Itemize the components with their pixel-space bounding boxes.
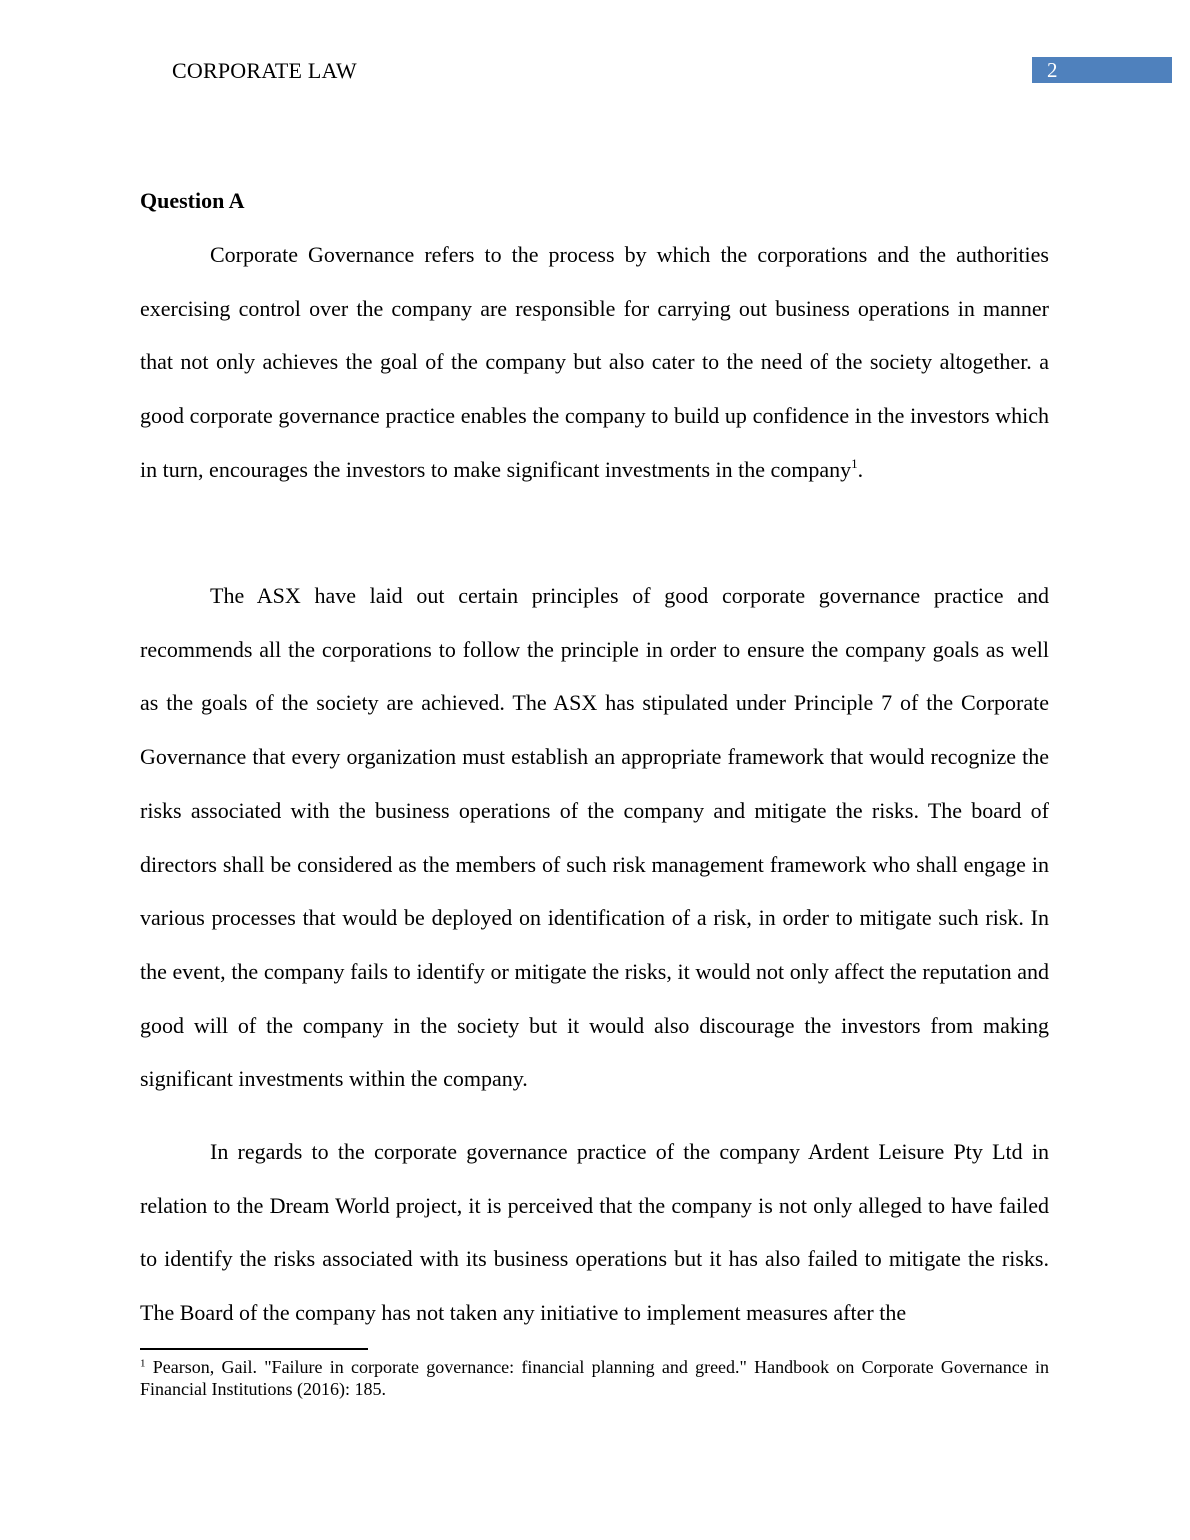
page-number: 2 [1047, 58, 1058, 82]
paragraph-1-end: . [857, 456, 864, 482]
paragraph-3-text: In regards to the corporate governance practice of the company Ardent Leisure Pty Ltd in relation to the Dream World project, it is perceived that the company is not only alleged to have failed to identify the risks associated with its business operations but it has also failed to mitigate the risks. The Board of the company has not taken any initiative to implement measures after the [140, 1139, 1049, 1326]
body-paragraph-1 [140, 228, 1049, 497]
paragraph-2-text: The ASX have laid out certain principles of good corporate governance practice and recommends all the corporations to follow the principle in order to ensure the company goals as well as the goals of the society are achieved. The ASX has stipulated under Principle 7 of the Corporate Governance that every organization must establish an appropriate framework that would recognize the risks associated with the business operations of the company and mitigate the risks. The board of directors shall be considered as the members of such risk management framework who shall engage in various processes that would be deployed on identification of a risk, in order to mitigate such risk. In the event, the company fails to identify or mitigate the risks, it would not only affect the reputation and good will of the company in the society but it would also discourage the investors from making significant investments within the company. [140, 583, 1049, 1092]
page-number-badge [1032, 57, 1172, 83]
paragraph-1-text: Corporate Governance refers to the process by which the corporations and the authorities exercising control over the company are responsible for carrying out business operations in manner that not only achieves the goal of the company but also cater to the need of the society altogether. a good corporate governance practice enables the company to build up confidence in the investors which in turn, encourages the investors to make significant investments in the company [140, 242, 1049, 482]
footnote-marker: 1 [140, 1357, 146, 1370]
body-paragraph-3 [140, 1125, 1049, 1340]
footnote-separator [140, 1348, 368, 1350]
section-heading: Question A [140, 188, 245, 213]
footnote-reference: 1 [851, 455, 858, 471]
footnote-1 [140, 1356, 1049, 1400]
running-header-title: CORPORATE LAW [172, 58, 357, 83]
footnote-text: Pearson, Gail. "Failure in corporate governance: financial planning and greed." Handbook on Corporate Governance in Financial Institutions (2016): 185. [140, 1357, 1050, 1399]
body-paragraph-2 [140, 569, 1049, 1106]
